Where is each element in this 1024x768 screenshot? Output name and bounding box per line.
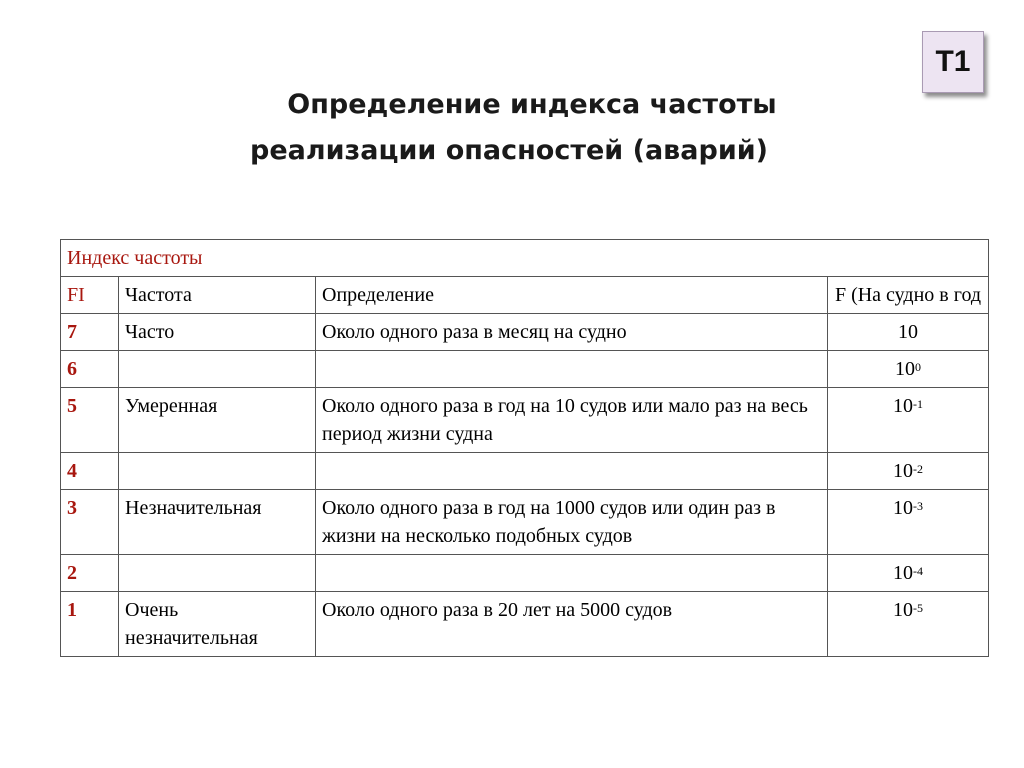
- cell-f: [828, 592, 989, 657]
- f-base: 10: [895, 358, 915, 380]
- f-exponent: -4: [913, 564, 923, 578]
- f-base: 10: [893, 460, 913, 482]
- cell-fi: 6: [61, 351, 119, 388]
- f-exponent: -3: [913, 499, 923, 513]
- cell-frequency: Часто: [119, 314, 316, 351]
- f-base: 10: [893, 395, 913, 417]
- cell-fi: 2: [61, 555, 119, 592]
- table-row: [61, 490, 989, 555]
- cell-fi: 5: [61, 388, 119, 453]
- title-line-2: реализации опасностей (аварий): [250, 135, 768, 166]
- cell-fi: 4: [61, 453, 119, 490]
- f-base: 10: [893, 562, 913, 584]
- cell-f: [828, 453, 989, 490]
- cell-definition: [316, 351, 828, 388]
- table-row: [61, 555, 989, 592]
- table-row: [61, 592, 989, 657]
- cell-fi: 7: [61, 314, 119, 351]
- title-line-1: Определение индекса частоты: [287, 89, 777, 120]
- cell-frequency: [119, 453, 316, 490]
- cell-f: [828, 351, 989, 388]
- cell-frequency: [119, 555, 316, 592]
- cell-f: [828, 490, 989, 555]
- header-f: F (На судно в год: [828, 277, 989, 314]
- table-caption-row: [61, 240, 989, 277]
- cell-f: [828, 314, 989, 351]
- cell-f: [828, 555, 989, 592]
- cell-frequency: Умеренная: [119, 388, 316, 453]
- cell-fi: 3: [61, 490, 119, 555]
- cell-definition: [316, 453, 828, 490]
- header-fi: FI: [61, 277, 119, 314]
- table-header-row: [61, 277, 989, 314]
- cell-definition: Около одного раза в год на 1000 судов или один раз в жизни на несколько подобных судов: [316, 490, 828, 555]
- cell-fi: 1: [61, 592, 119, 657]
- f-base: 10: [898, 321, 918, 343]
- cell-f: [828, 388, 989, 453]
- f-base: 10: [893, 599, 913, 621]
- table-caption: Индекс частоты: [61, 240, 989, 277]
- cell-definition: Около одного раза в 20 лет на 5000 судов: [316, 592, 828, 657]
- f-exponent: 0: [915, 360, 921, 374]
- f-base: 10: [893, 497, 913, 519]
- cell-frequency: Очень незначительная: [119, 592, 316, 657]
- frequency-index-table: [60, 239, 989, 657]
- header-definition: Определение: [316, 277, 828, 314]
- f-exponent: -5: [913, 601, 923, 615]
- slide-title: [150, 82, 890, 174]
- f-exponent: -2: [913, 462, 923, 476]
- cell-frequency: [119, 351, 316, 388]
- cell-frequency: Незначительная: [119, 490, 316, 555]
- header-frequency: Частота: [119, 277, 316, 314]
- table-row: [61, 351, 989, 388]
- cell-definition: Около одного раза в год на 10 судов или мало раз на весь период жизни судна: [316, 388, 828, 453]
- cell-definition: Около одного раза в месяц на судно: [316, 314, 828, 351]
- cell-definition: [316, 555, 828, 592]
- table-row: [61, 453, 989, 490]
- table-row: [61, 314, 989, 351]
- table-row: [61, 388, 989, 453]
- slide-badge: T1: [922, 31, 984, 93]
- f-exponent: -1: [913, 397, 923, 411]
